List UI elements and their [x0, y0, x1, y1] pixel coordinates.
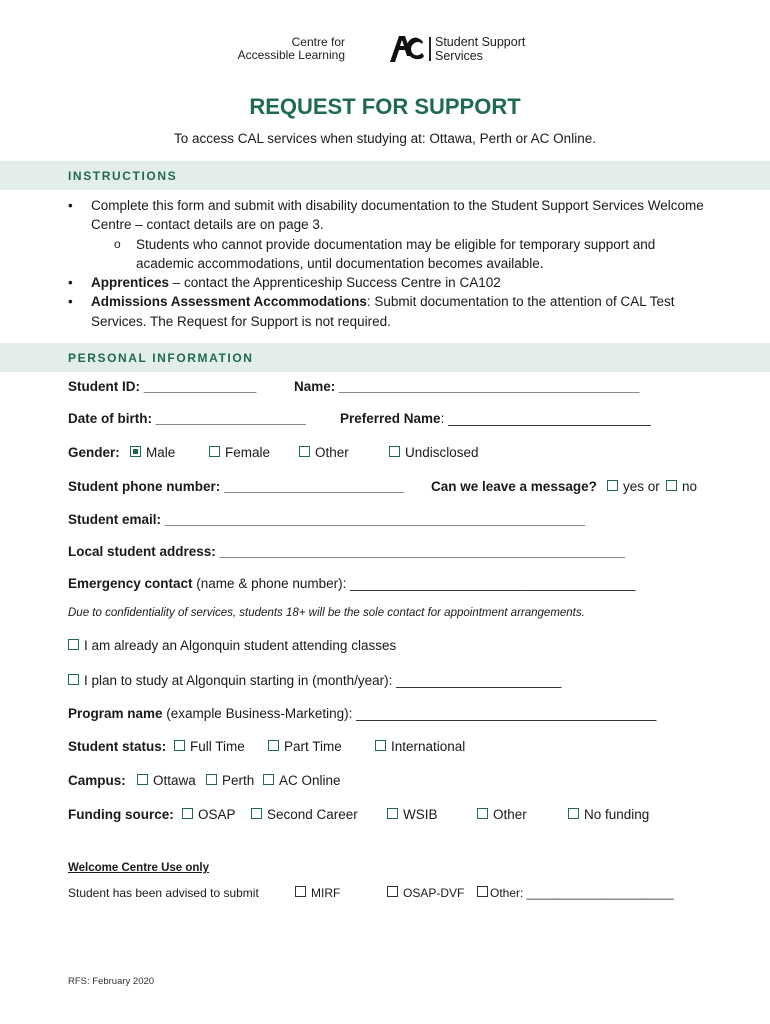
student-status-label-text: Student status: — [68, 739, 167, 754]
instruction-item-3 — [68, 292, 708, 331]
page-title: REQUEST FOR SUPPORT — [249, 94, 521, 119]
checkbox-icon[interactable] — [389, 446, 400, 457]
apprentices-label: Apprentices — [91, 275, 170, 291]
checkbox-icon[interactable] — [295, 886, 306, 897]
plan-study-option[interactable] — [68, 673, 561, 688]
preferred-name-field[interactable] — [340, 411, 651, 426]
logo-divider — [429, 37, 431, 61]
funding-none[interactable] — [568, 807, 649, 822]
address-label: Local student address: ______________________________________________________ — [68, 544, 625, 559]
cal-logo — [236, 36, 345, 62]
welcome-advised-text: Student has been advised to submit — [68, 886, 259, 900]
gender-option-undisclosed[interactable] — [389, 445, 479, 460]
checkbox-checked-icon[interactable] — [130, 446, 141, 457]
gender-female-label: Female — [225, 445, 271, 460]
phone-label: Student phone number: ________________________ — [68, 479, 405, 494]
instructions-heading: INSTRUCTIONS — [68, 169, 178, 183]
funding-none-label: No funding — [584, 807, 650, 822]
part-time-label: Part Time — [284, 739, 342, 754]
ssp-logo-text — [435, 35, 525, 63]
preferred-name-label: Preferred Name — [340, 411, 441, 426]
checkbox-icon[interactable] — [387, 808, 398, 819]
checkbox-icon[interactable] — [137, 774, 148, 785]
status-international[interactable] — [375, 739, 465, 754]
checkbox-icon[interactable] — [477, 886, 488, 897]
message-yes-option[interactable] — [607, 479, 660, 494]
status-full-time[interactable] — [174, 739, 245, 754]
personal-info-band — [0, 343, 770, 372]
student-status-label — [68, 739, 166, 754]
gender-option-female[interactable] — [209, 445, 270, 460]
campus-perth[interactable] — [206, 773, 254, 788]
dob-field[interactable] — [68, 411, 306, 426]
already-student-label: I am already an Algonquin student attending classes — [84, 638, 397, 653]
checkbox-icon[interactable] — [263, 774, 274, 785]
gender-label-text: Gender: — [68, 445, 120, 460]
funding-osap[interactable] — [182, 807, 236, 822]
page-subtitle: To access CAL services when studying at: Ottawa, Perth or AC Online. — [174, 131, 596, 146]
student-id-label: Student ID: _______________ — [68, 379, 257, 394]
leave-message-label: Can we leave a message? — [431, 479, 597, 494]
campus-ottawa-label: Ottawa — [153, 773, 196, 788]
apprentices-text: – contact the Apprenticeship Success Centre in CA102 — [169, 275, 501, 291]
email-label: Student email: ________________________________________________________ — [68, 512, 586, 527]
confidentiality-note: Due to confidentiality of services, students 18+ will be the sole contact for appointment arrangements. — [68, 607, 585, 619]
funding-other[interactable] — [477, 807, 527, 822]
message-no-label: no — [682, 479, 698, 494]
checkbox-icon[interactable] — [209, 446, 220, 457]
instruction-item-2 — [68, 273, 708, 292]
emergency-contact-field[interactable] — [68, 576, 635, 591]
campus-perth-label: Perth — [222, 773, 255, 788]
admissions-label: Admissions Assessment Accommodations — [91, 294, 367, 310]
plan-study-label: I plan to study at Algonquin starting in (month/year): ______________________ — [84, 673, 562, 688]
checkbox-icon[interactable] — [206, 774, 217, 785]
emergency-contact-blank: (name & phone number): ______________________________________ — [192, 576, 636, 591]
name-field[interactable] — [294, 379, 639, 394]
campus-label — [68, 773, 126, 788]
gender-other-label: Other — [315, 445, 349, 460]
instruction-item-1: • Complete this form and submit with disability documentation to the Student Support Services Welcome Centre – contact details are on page 3. — [68, 196, 708, 235]
funding-label — [68, 807, 174, 822]
funding-second-career[interactable] — [251, 807, 358, 822]
full-time-label: Full Time — [190, 739, 245, 754]
dob-label: Date of birth: ____________________ — [68, 411, 306, 426]
gender-option-other[interactable] — [299, 445, 349, 460]
funding-osap-label: OSAP — [198, 807, 236, 822]
program-name-label: Program name — [68, 706, 163, 721]
welcome-centre-heading: Welcome Centre Use only — [68, 862, 210, 874]
program-name-blank: (example Business-Marketing): ________________________________________ — [162, 706, 657, 721]
already-student-option[interactable] — [68, 638, 396, 653]
gender-label — [68, 445, 120, 460]
checkbox-icon[interactable] — [68, 639, 79, 650]
footer-form-code: RFS: February 2020 — [68, 976, 155, 987]
campus-ac-online[interactable] — [263, 773, 341, 788]
osap-dvf-label: OSAP-DVF — [403, 886, 465, 900]
cal-logo-line2: Accessible Learning — [237, 48, 345, 62]
welcome-option-other[interactable] — [477, 886, 674, 900]
preferred-name-blank: : ___________________________ — [440, 411, 651, 426]
welcome-option-mirf[interactable] — [295, 886, 340, 900]
checkbox-icon[interactable] — [375, 740, 386, 751]
gender-undisclosed-label: Undisclosed — [405, 445, 479, 460]
mirf-label: MIRF — [311, 886, 341, 900]
checkbox-icon[interactable] — [268, 740, 279, 751]
checkbox-icon[interactable] — [251, 808, 262, 819]
welcome-other-label: Other: ______________________ — [490, 886, 674, 900]
campus-label-text: Campus: — [68, 773, 126, 788]
program-name-field[interactable] — [68, 706, 656, 721]
gender-option-male[interactable] — [130, 445, 175, 460]
admissions-text: : Submit documentation to the attention of CAL Test Services. The Request for Support is not required. — [91, 294, 675, 329]
status-part-time[interactable] — [268, 739, 342, 754]
checkbox-icon[interactable] — [568, 808, 579, 819]
message-no-option[interactable] — [666, 479, 697, 494]
student-id-field[interactable] — [68, 379, 256, 394]
gender-male-label: Male — [146, 445, 176, 460]
cal-logo-line1: Centre for — [291, 35, 345, 49]
ssp-logo-line1: Student Support — [435, 35, 526, 49]
checkbox-icon[interactable] — [607, 480, 618, 491]
checkbox-icon[interactable] — [387, 886, 398, 897]
checkbox-icon[interactable] — [174, 740, 185, 751]
instructions-band — [0, 161, 770, 190]
checkbox-icon[interactable] — [182, 808, 193, 819]
funding-second-career-label: Second Career — [267, 807, 358, 822]
campus-ac-online-label: AC Online — [279, 773, 341, 788]
international-label: International — [391, 739, 466, 754]
checkbox-icon[interactable] — [68, 674, 79, 685]
email-field[interactable] — [68, 512, 585, 527]
header-logos — [0, 34, 770, 68]
funding-other-label: Other — [493, 807, 527, 822]
personal-info-heading: PERSONAL INFORMATION — [68, 351, 254, 365]
phone-field[interactable] — [68, 479, 404, 494]
campus-ottawa[interactable] — [137, 773, 196, 788]
ssp-logo-line2: Services — [435, 49, 483, 63]
instruction-subitem: o Students who cannot provide documentation may be eligible for temporary support and academic accommodations, until documentation becomes available. — [68, 235, 708, 274]
funding-wsib-label: WSIB — [403, 807, 438, 822]
emergency-contact-label: Emergency contact — [68, 576, 193, 591]
message-yes-label: yes or — [623, 479, 660, 494]
checkbox-icon[interactable] — [666, 480, 677, 491]
checkbox-icon[interactable] — [299, 446, 310, 457]
ac-logo — [390, 34, 540, 66]
instructions-list — [68, 196, 708, 331]
leave-message-question — [431, 479, 597, 494]
funding-label-text: Funding source: — [68, 807, 174, 822]
funding-wsib[interactable] — [387, 807, 438, 822]
name-label: Name: ________________________________________ — [294, 379, 640, 394]
welcome-option-osap-dvf[interactable] — [387, 886, 464, 900]
checkbox-icon[interactable] — [477, 808, 488, 819]
algonquin-ac-logo-icon — [390, 36, 424, 62]
address-field[interactable] — [68, 544, 625, 559]
